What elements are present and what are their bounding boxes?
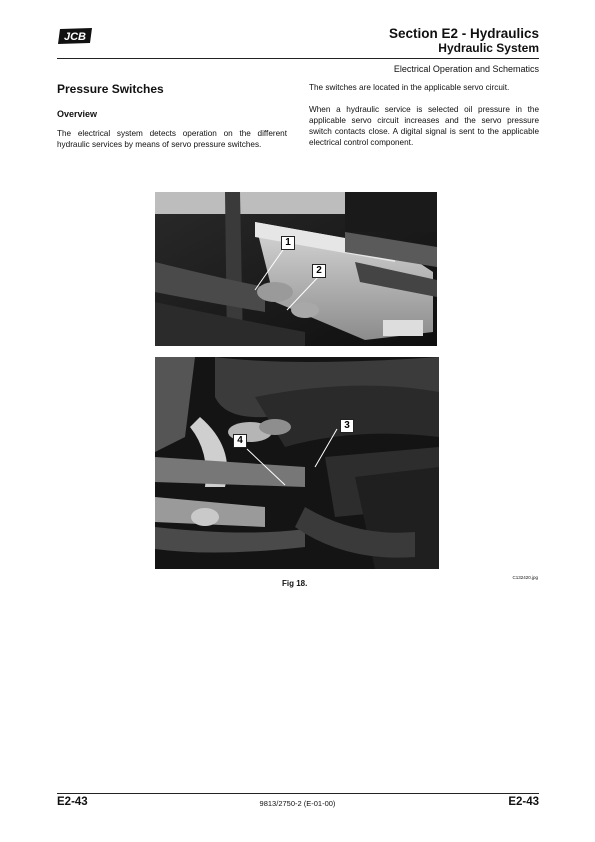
section-title: Section E2 - Hydraulics: [388, 26, 539, 41]
page-heading: Pressure Switches: [57, 82, 164, 96]
callout-2: 2: [312, 264, 326, 278]
jcb-logo: [57, 27, 93, 45]
page-number-right: E2-43: [508, 796, 539, 808]
figure-caption: Fig 18.: [282, 579, 308, 588]
footer-divider: [57, 793, 539, 794]
callout-3: 3: [340, 419, 354, 433]
section-subtitle: Hydraulic System: [438, 41, 539, 55]
page-number-left: E2-43: [57, 796, 88, 808]
overview-heading: Overview: [57, 109, 98, 119]
document-reference: 9813/2750-2 (E-01-00): [259, 799, 336, 808]
hose-assembly-photo: [155, 357, 439, 569]
overview-paragraph: The electrical system detects operation on the different hydraulic services by means of servo pressure switches.: [57, 129, 287, 149]
subsection-title: Electrical Operation and Schematics: [393, 64, 539, 74]
image-filename: C132420.jpg: [512, 575, 538, 580]
callout-4: 4: [233, 434, 247, 448]
operation-paragraph: When a hydraulic service is selected oil pressure in the applicable servo circuit increases and the servo pressure switch contacts close. A digital signal is sent to the applicable electrical control component.: [309, 105, 539, 147]
callout-1: 1: [281, 236, 295, 250]
valve-block-photo: [155, 192, 437, 346]
header-divider: [57, 58, 539, 59]
location-paragraph: The switches are located in the applicable servo circuit.: [309, 83, 510, 92]
svg-text:JCB: JCB: [63, 31, 87, 43]
